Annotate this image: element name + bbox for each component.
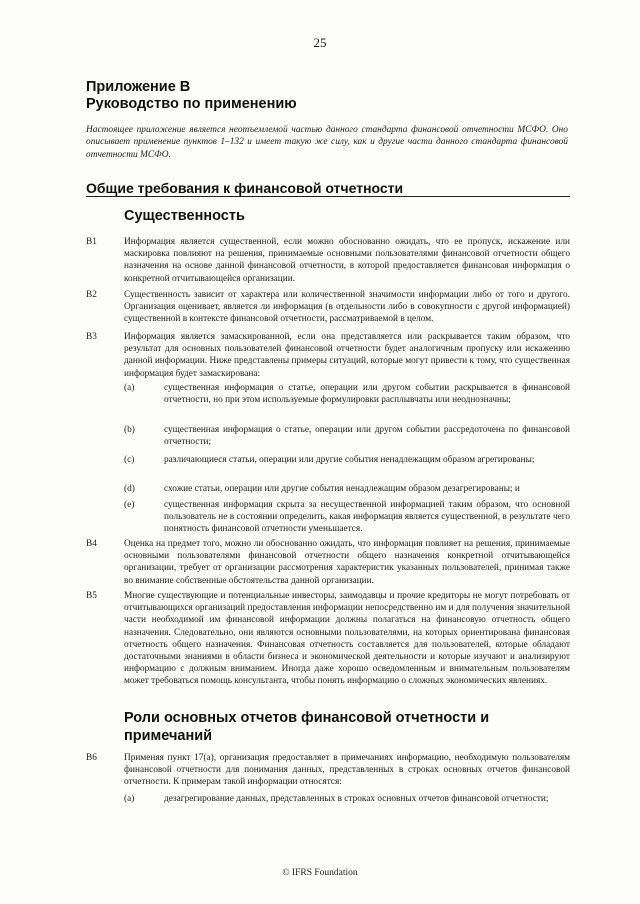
list-item-label: (d)	[124, 484, 135, 494]
list-item-text: различающиеся статьи, операции или другие события ненадлежащим образом агрегированы;	[164, 455, 535, 465]
paragraph-number: B6	[86, 753, 97, 763]
paragraph-number: B2	[86, 290, 97, 300]
paragraph-b2	[86, 289, 570, 326]
list-item-label: (e)	[124, 500, 135, 510]
page-number: 25	[313, 35, 327, 50]
paragraph-b3	[86, 331, 570, 380]
list-item-text: схожие статьи, операции или другие события ненадлежащим образом дезагрегированы; и	[164, 484, 520, 494]
section-heading-rule	[86, 196, 570, 197]
paragraph-b1	[86, 236, 570, 285]
list-item-text: дезагрегирование данных, представленных в строках основных отчетов финансовой отчетности;	[164, 794, 549, 804]
paragraph-number: B4	[86, 539, 97, 549]
paragraph-text: Многие существующие и потенциальные инвесторы, заимодавцы и прочие кредиторы не могут потребовать от отчитывающихся организаций предоставления информации непосредственно им и для получения значительной части необходимой им финансовой информации должны полагаться на финансовую отчетность общего назначения. Следовательно, они являются основными пользователями, на которых ориентирована финансовая отчетность общего назначения. Финансовая отчетность составляется для пользователей, которые обладают достаточными знаниями в области бизнеса и экономической деятельности и которые изучают и анализируют информацию с должным вниманием. Иногда даже хорошо осведомленным и внимательным пользователям может требоваться помощь консультанта, чтобы понять информацию о сложных экономических явлениях.	[124, 591, 570, 687]
list-item-b3-c	[124, 454, 570, 466]
paragraph-text: Существенность зависит от характера или количественной значимости информации либо от того и другого. Организация оценивает, является ли информация (в отдельности либо в совокупности с другой информацией) существенной в контексте финансовой отчетности, рассматриваемой в целом.	[124, 290, 570, 325]
list-item-text: существенная информация о статье, операции или другом событии рассредоточена по финансовой отчетности;	[164, 425, 570, 448]
appendix-title-line2: Руководство по применению	[86, 96, 297, 112]
intro-paragraph: Настоящее приложение является неотъемлемой частью данного стандарта финансовой отчетности МСФО. Оно описывает применение пунктов 1–132 и имеет такую же силу, как и другие части данного стандарта финансовой отчетности МСФО.	[86, 125, 568, 160]
list-item-b3-a	[124, 382, 570, 406]
paragraph-b6	[86, 752, 570, 789]
appendix-title-line1: Приложение B	[86, 79, 191, 95]
page-footer: © IFRS Foundation	[282, 868, 358, 878]
list-item-text: существенная информация о статье, операции или другом событии раскрывается в финансовой отчетности, но при этом используемые формулировки расплывчаты или неоднозначны;	[164, 383, 570, 406]
list-item-label: (a)	[124, 383, 135, 393]
appendix-title	[86, 79, 297, 113]
list-item-b3-b	[124, 424, 570, 448]
subsection-heading-materiality: Существенность	[124, 208, 245, 224]
list-item-b6-a	[124, 793, 570, 805]
list-item-b3-e	[124, 499, 570, 536]
list-item-label: (b)	[124, 425, 135, 435]
paragraph-b5	[86, 590, 570, 688]
paragraph-text: Информация является замаскированной, если она представляется или раскрывается таким образом, что результат для основных пользователей финансовой отчетности будет аналогичным пропуску или искажению данной информации. Ниже представлены примеры ситуаций, которые могут привести к тому, что существенная информация будет замаскирована:	[124, 332, 570, 379]
paragraph-b4	[86, 538, 570, 587]
section-heading: Общие требования к финансовой отчетности	[86, 180, 404, 196]
list-item-label: (c)	[124, 455, 135, 465]
paragraph-number: B5	[86, 591, 97, 601]
paragraph-text: Оценка на предмет того, можно ли обоснованно ожидать, что информация повлияет на решения, принимаемые основными пользователями финансовой отчетности общего назначения конкретной отчитывающейся организации, требует от организации рассмотрения характеристик указанных пользователей, принимая также во внимание собственные обстоятельства данной организации.	[124, 539, 570, 586]
list-item-b3-d	[124, 483, 570, 495]
paragraph-number: B3	[86, 332, 97, 342]
paragraph-text: Применяя пункт 17(a), организация предоставляет в примечаниях информацию, необходимую пользователям финансовой отчетности для понимания данных, представленных в строках основных отчетов финансовой отчетности. К примерам такой информации относятся:	[124, 753, 570, 788]
list-item-label: (a)	[124, 794, 135, 804]
list-item-text: существенная информация скрыта за несущественной информацией таким образом, что основной пользователь не в состоянии определить, какая информация является существенной, в результате чего понятность финансовой отчетности уменьшается.	[164, 500, 570, 535]
paragraph-text: Информация является существенной, если можно обоснованно ожидать, что ее пропуск, искажение или маскировка повлияют на решения, принимаемые основными пользователями финансовой отчетности общего назначения на основе данной финансовой отчетности, в которой предоставляется финансовая информация о конкретной отчитывающейся организации.	[124, 237, 570, 284]
paragraph-number: B1	[86, 237, 97, 247]
subsection-heading-roles: Роли основных отчетов финансовой отчетности и примечаний	[124, 710, 490, 744]
